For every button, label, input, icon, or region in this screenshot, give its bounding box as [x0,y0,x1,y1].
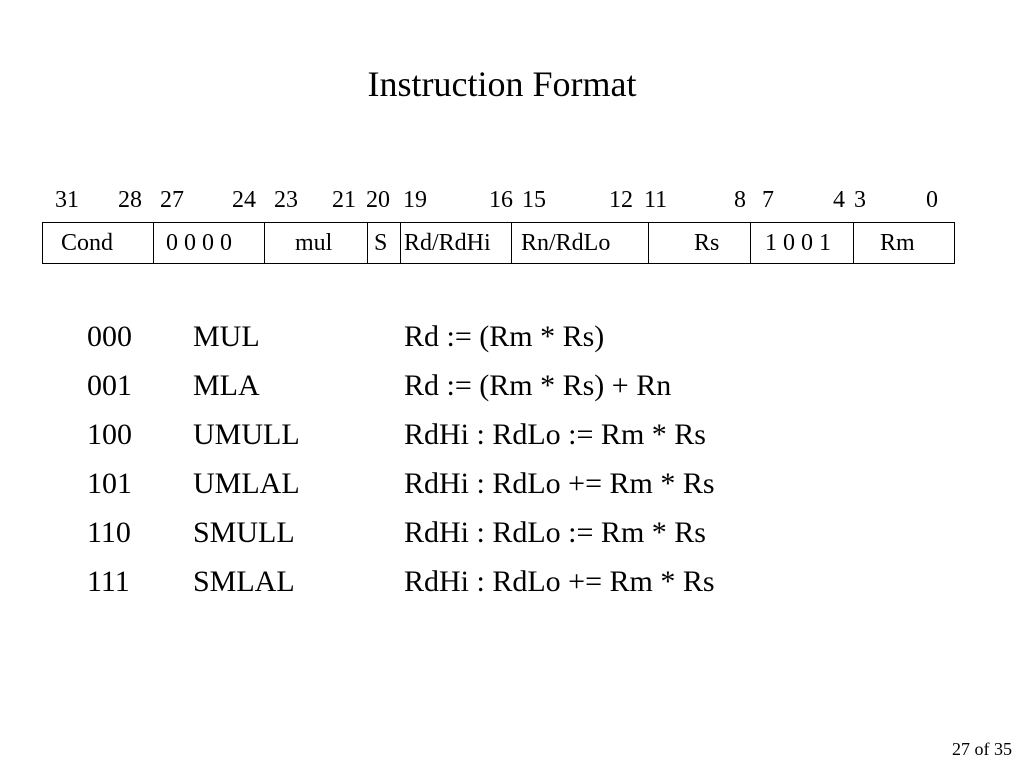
field-mul: mul [265,223,368,263]
op-description: RdHi : RdLo += Rm * Rs [404,565,715,598]
op-mnemonic: UMULL [193,418,300,451]
page-number: 27 of 35 [952,739,1012,759]
op-description: Rd := (Rm * Rs) + Rn [404,369,672,402]
bit-15: 15 [522,187,546,213]
bit-24: 24 [232,187,256,213]
bit-27: 27 [160,187,184,213]
bit-20: 20 [366,187,390,213]
field-1001: 1 0 0 1 [751,223,854,263]
bit-11: 11 [644,187,668,213]
bit-16: 16 [489,187,513,213]
op-code: 100 [87,418,132,451]
op-code: 001 [87,369,132,402]
bit-7: 7 [762,187,774,213]
op-mnemonic: UMLAL [193,467,300,500]
bit-0: 0 [926,187,938,213]
field-rs: Rs [649,223,751,263]
op-mnemonic: SMLAL [193,565,295,598]
field-s: S [368,223,401,263]
bit-3: 3 [854,187,866,213]
bit-19: 19 [403,187,427,213]
bit-4: 4 [833,187,845,213]
op-description: RdHi : RdLo := Rm * Rs [404,516,706,549]
op-code: 110 [87,516,131,549]
slide-title: Instruction Format [367,64,637,104]
bit-12: 12 [609,187,633,213]
bit-28: 28 [118,187,142,213]
op-code: 000 [87,320,132,353]
bit-21: 21 [332,187,356,213]
field-rm: Rm [880,230,915,256]
instruction-format-table [42,222,955,264]
op-code: 101 [87,467,132,500]
op-mnemonic: SMULL [193,516,295,549]
field-cond: Cond [43,223,154,263]
bit-23: 23 [274,187,298,213]
op-mnemonic: MUL [193,320,260,353]
field-zeros: 0 0 0 0 [154,223,265,263]
op-description: Rd := (Rm * Rs) [404,320,605,353]
bit-8: 8 [734,187,746,213]
op-mnemonic: MLA [193,369,260,402]
bit-31: 31 [55,187,79,213]
op-code: 111 [87,565,130,598]
op-description: RdHi : RdLo += Rm * Rs [404,467,715,500]
op-description: RdHi : RdLo := Rm * Rs [404,418,706,451]
field-rn-rdlo: Rn/RdLo [512,223,649,263]
field-rd-rdhi: Rd/RdHi [401,223,512,263]
